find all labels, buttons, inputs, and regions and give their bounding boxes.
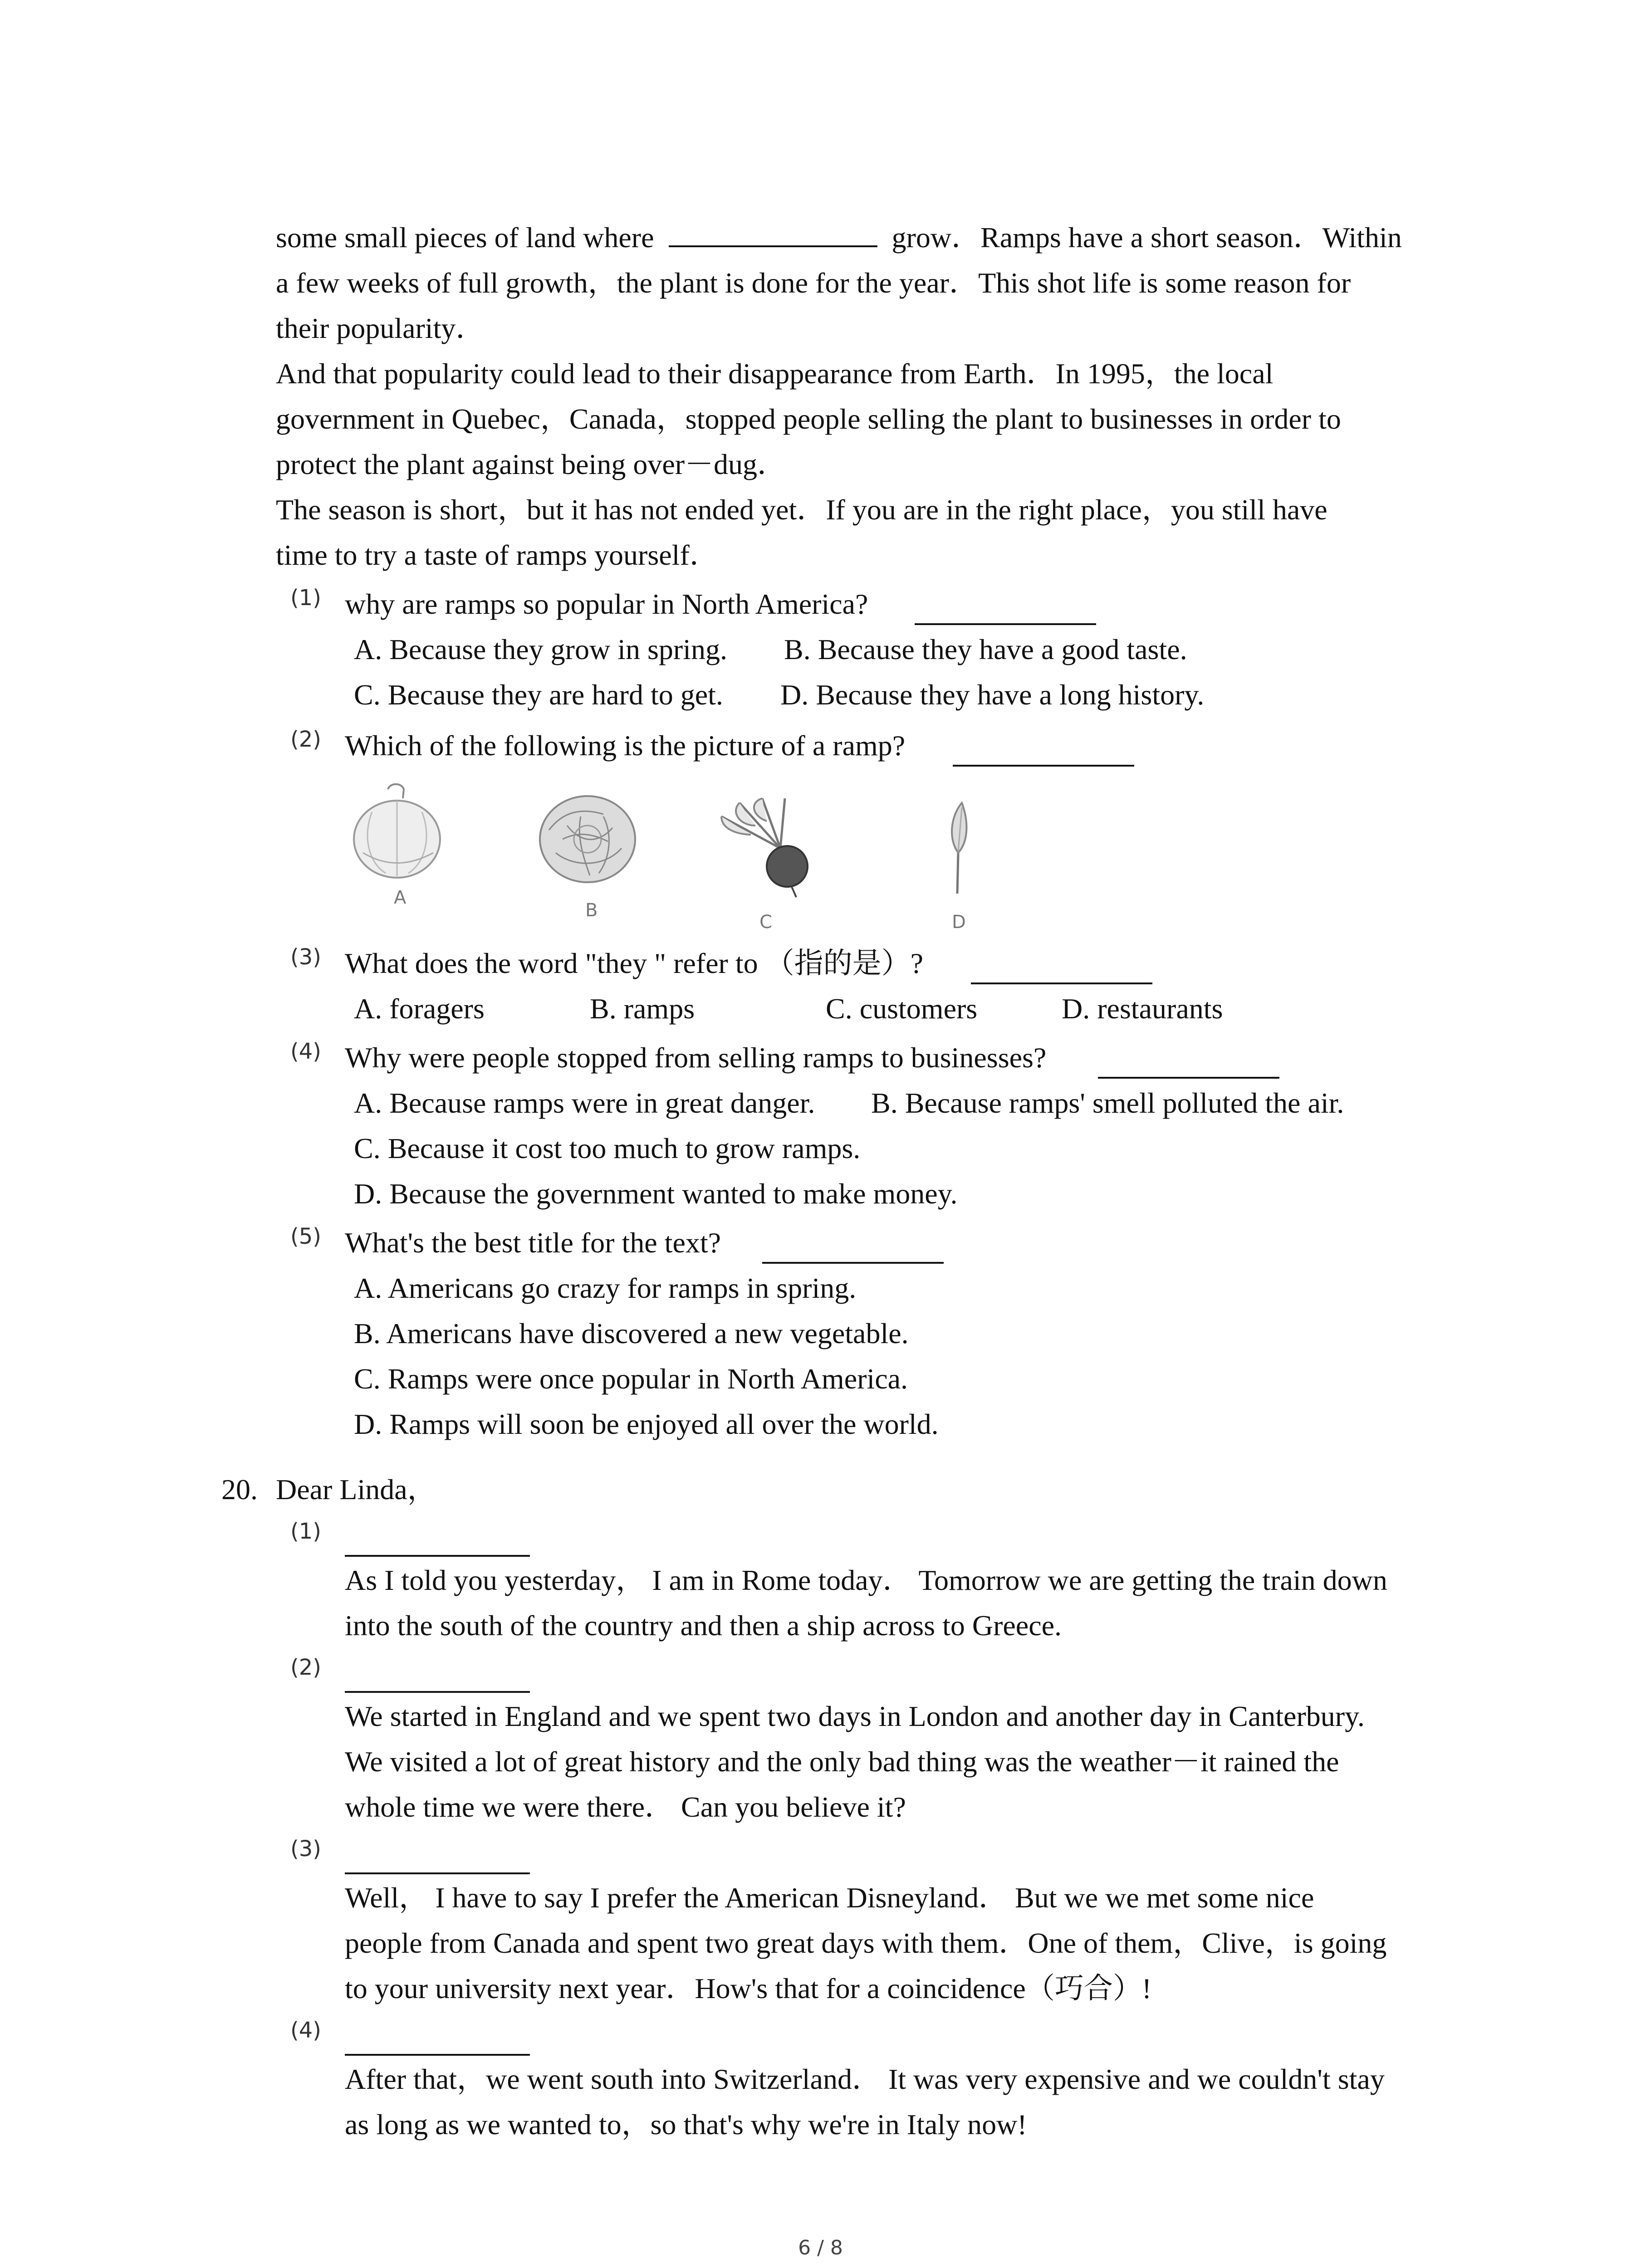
passage-line-1-start: some small pieces of land where (276, 221, 654, 254)
question-5-number: (5) (290, 1224, 321, 1249)
passage-line-4: And that popularity could lead to their disappearance from Earth．In 1995，the local (276, 357, 1274, 390)
letter-paragraph-2-line-2: We visited a lot of great history and the only bad thing was the weather－it rained the (345, 1745, 1339, 1778)
question-3-number: (3) (290, 944, 321, 970)
question-3-option-a: A. foragers (354, 992, 485, 1025)
question-2-answer-blank[interactable] (953, 765, 1134, 767)
passage-line-5: government in Quebec，Canada，stopped people selling the plant to businesses in order to (276, 403, 1341, 435)
question-5-option-b: B. Americans have discovered a new vegetable. (354, 1317, 909, 1349)
letter-greeting: Dear Linda， (276, 1473, 436, 1505)
passage-line-3: their popularity． (276, 312, 485, 344)
question-4-answer-blank[interactable] (1098, 1077, 1279, 1079)
passage-line-8: time to try a taste of ramps yourself． (276, 539, 719, 571)
question-4-number: (4) (290, 1039, 321, 1064)
letter-blank-2[interactable] (345, 1691, 530, 1693)
beet-image (712, 789, 821, 898)
letter-paragraph-3-line-2: people from Canada and spent two great days with them．One of them，Clive，is going (345, 1927, 1387, 1959)
question-3-text: What does the word "they " refer to （指的是）? (345, 947, 923, 979)
question-5-answer-blank[interactable] (762, 1262, 944, 1264)
question-4-text: Why were people stopped from selling ramps to businesses? (345, 1041, 1047, 1074)
question-4-option-a: A. Because ramps were in great danger. (354, 1087, 815, 1119)
question-3-answer-blank[interactable] (971, 982, 1152, 984)
question-4-option-d: D. Because the government wanted to make money. (354, 1178, 958, 1210)
figure-label-a: A (394, 887, 407, 908)
letter-paragraph-4-line-1: After that，we went south into Switzerland． It was very expensive and we couldn't stay (345, 2063, 1385, 2095)
question-1-answer-blank[interactable] (915, 623, 1096, 625)
question-2-text: Which of the following is the picture of a ramp? (345, 729, 906, 762)
letter-paragraph-4-line-2: as long as we wanted to，so that's why we're in Italy now! (345, 2108, 1027, 2141)
letter-blank-1-number: (1) (290, 1519, 321, 1544)
letter-blank-2-number: (2) (290, 1655, 321, 1680)
question-5-option-c: C. Ramps were once popular in North America. (354, 1363, 908, 1395)
figure-label-c: C (759, 912, 772, 933)
page-number: 6 / 8 (798, 2236, 843, 2259)
passage-line-2: a few weeks of full growth，the plant is done for the year．This shot life is some reason for (276, 267, 1351, 299)
question-2-number: (2) (290, 727, 321, 752)
letter-blank-3-number: (3) (290, 1836, 321, 1862)
letter-paragraph-1-line-2: into the south of the country and then a ship across to Greece. (345, 1609, 1062, 1642)
question-5-text: What's the best title for the text? (345, 1227, 721, 1259)
question-4-option-c: C. Because it cost too much to grow ramps. (354, 1132, 861, 1164)
letter-paragraph-2-line-3: whole time we were there． Can you believe it? (345, 1791, 906, 1823)
question-1-option-d: D. Because they have a long history. (780, 679, 1205, 711)
question-3-option-b: B. ramps (590, 992, 695, 1025)
question-5-option-d: D. Ramps will soon be enjoyed all over the world. (354, 1408, 939, 1440)
passage-line-1 (276, 220, 1402, 256)
ramp-image (930, 798, 985, 898)
passage-line-1-end: grow．Ramps have a short season．Within (892, 221, 1402, 254)
letter-paragraph-2-line-1: We started in England and we spent two days in London and another day in Canterbury. (345, 1700, 1365, 1732)
letter-blank-4-number: (4) (290, 2018, 321, 2043)
passage-line-6: protect the plant against being over－dug． (276, 448, 787, 480)
question-5-option-a: A. Americans go crazy for ramps in spring. (354, 1272, 857, 1304)
cabbage-image (535, 789, 640, 889)
passage-answer-blank[interactable] (669, 220, 877, 247)
letter-paragraph-3-line-3: to your university next year．How's that for a coincidence（巧合）! (345, 1972, 1152, 2004)
letter-paragraph-1-line-1: As I told you yesterday， I am in Rome today． Tomorrow we are getting the train down (345, 1564, 1387, 1596)
question-4-option-b: B. Because ramps' smell polluted the air. (871, 1087, 1344, 1119)
passage-line-7: The season is short，but it has not ended yet．If you are in the right place，you still have (276, 494, 1327, 526)
question-3-option-d: D. restaurants (1062, 992, 1223, 1025)
onion-image (345, 780, 449, 885)
letter-blank-4[interactable] (345, 2054, 530, 2056)
letter-paragraph-3-line-1: Well， I have to say I prefer the American Disneyland． But we we met some nice (345, 1882, 1314, 1914)
question-3-option-c: C. customers (826, 992, 978, 1025)
question-1-number: (1) (290, 585, 321, 611)
question-20-number: 20. (221, 1473, 258, 1505)
figure-label-b: B (585, 900, 598, 921)
question-1-option-c: C. Because they are hard to get. (354, 679, 723, 711)
figure-label-d: D (952, 912, 966, 933)
question-1-option-b: B. Because they have a good taste. (784, 633, 1187, 665)
question-1-text: why are ramps so popular in North America? (345, 588, 868, 620)
question-1-option-a: A. Because they grow in spring. (354, 633, 727, 665)
letter-blank-3[interactable] (345, 1872, 530, 1874)
letter-blank-1[interactable] (345, 1555, 530, 1557)
